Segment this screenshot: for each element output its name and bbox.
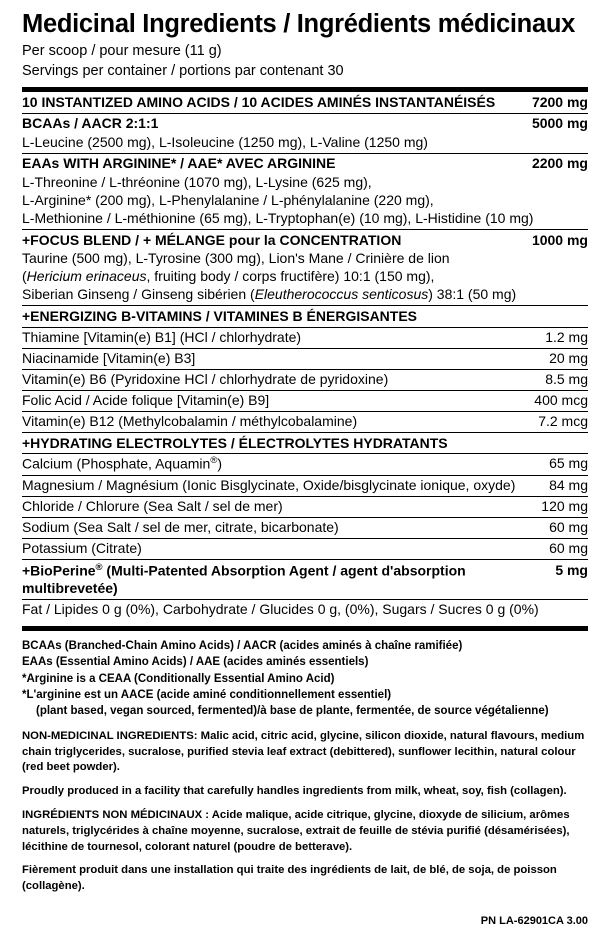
table-row	[22, 328, 588, 349]
ingredient-amount: 5 mg	[532, 559, 588, 599]
ingredient-amount: 8.5 mg	[532, 369, 588, 390]
table-row	[22, 390, 588, 411]
ingredient-name: Chloride / Chlorure (Sea Salt / sel de mer)	[22, 496, 532, 517]
ingredient-name: Folic Acid / Acide folique [Vitamin(e) B9]	[22, 390, 532, 411]
table-row	[22, 411, 588, 432]
abbreviation-line: EAAs (Essential Amino Acids) / AAE (acides aminés essentiels)	[22, 656, 369, 669]
table-row	[22, 538, 588, 559]
ingredient-amount: 7.2 mcg	[532, 411, 588, 432]
ingredient-amount: 120 mg	[532, 496, 588, 517]
ingredient-amount: 2200 mg	[532, 153, 588, 173]
allergen-statement-fr: Fièrement produit dans une installation qui traite des ingrédients de lait, de blé, de soja, de poisson (collagène).	[22, 864, 557, 893]
ingredients-table	[22, 92, 588, 620]
table-row	[22, 369, 588, 390]
ingredient-amount: 60 mg	[532, 538, 588, 559]
part-number: PN LA-62901CA 3.00	[480, 915, 588, 927]
table-row	[22, 174, 588, 229]
ingredient-detail-line: L-Threonine / L-thréonine (1070 mg), L-Lysine (625 mg),	[22, 173, 372, 190]
abbreviation-indent-text: (plant based, vegan sourced, fermented)/à base de plante, fermentée, de source végétalienne)	[36, 705, 549, 718]
ingredient-amount: 7200 mg	[531, 94, 588, 111]
ingredient-amount: 60 mg	[532, 517, 588, 538]
table-row	[22, 250, 588, 305]
abbreviation-line: *L'arginine est un AACE (acide aminé conditionnellement essentiel)	[22, 689, 392, 702]
table-row	[22, 114, 588, 134]
ingredient-name: Calcium (Phosphate, Aquamin®)	[22, 454, 532, 476]
ingredient-amount: 5000 mg	[532, 114, 588, 134]
table-row	[22, 454, 588, 476]
ingredient-name: +HYDRATING ELECTROLYTES / ÉLECTROLYTES HYDRATANTS	[22, 432, 532, 454]
table-row	[22, 517, 588, 538]
ingredient-detail-line: Taurine (500 mg), L-Tyrosine (300 mg), Lion's Mane / Crinière de lion	[22, 250, 450, 267]
ingredient-amount: 1.2 mg	[532, 328, 588, 349]
macronutrients: Fat / Lipides 0 g (0%), Carbohydrate / Glucides 0 g, (0%), Sugars / Sucres 0 g (0%)	[22, 600, 588, 620]
table-row	[22, 229, 588, 250]
ingredient-name: BCAAs / AACR 2:1:1	[22, 114, 532, 134]
table-row	[22, 153, 588, 173]
table-row	[22, 496, 588, 517]
ingredient-amount: 20 mg	[532, 348, 588, 369]
ingredient-detail: L-Leucine (2500 mg), L-Isoleucine (1250 mg), L-Valine (1250 mg)	[22, 133, 428, 150]
allergen-statement-en: Proudly produced in a facility that carefully handles ingredients from milk, wheat, soy, fish (collagen).	[22, 785, 567, 798]
ingredient-name: Niacinamide [Vitamin(e) B3]	[22, 348, 532, 369]
ingredient-name: Vitamin(e) B6 (Pyridoxine HCl / chlorhydrate de pyridoxine)	[22, 369, 532, 390]
ingredient-detail-line: L-Arginine* (200 mg), L-Phenylalanine / L-phénylalanine (220 mg),	[22, 191, 434, 208]
ingredient-amount: 400 mcg	[532, 390, 588, 411]
ingredient-amount	[532, 306, 588, 328]
ingredient-name: Potassium (Citrate)	[22, 538, 532, 559]
non-medicinal-ingredients-fr: INGRÉDIENTS NON MÉDICINAUX : Acide malique, acide citrique, glycine, dioxyde de silicium, arômes naturels, triglycérides à chaîne moyenne, sucralose, extrait de feuille de stévia purifié (désamérisées), lécithine de tournesol, colorant naturel (poudre de betterave).	[22, 808, 570, 853]
table-row	[22, 432, 588, 454]
servings-per-container: Servings per container / portions par contenant 30	[22, 62, 344, 79]
ingredient-detail-line: Siberian Ginseng / Ginseng sibérien (Eleutherococcus senticosus) 38:1 (50 mg)	[22, 286, 517, 303]
ingredient-name: 10 INSTANTIZED AMINO ACIDS / 10 ACIDES AMINÉS INSTANTANÉISÉS	[22, 94, 496, 111]
abbreviation-line: BCAAs (Branched-Chain Amino Acids) / AACR (acides aminés à chaîne ramifiée)	[22, 640, 463, 653]
table-row	[22, 600, 588, 620]
serving-size: Per scoop / pour mesure (11 g)	[22, 43, 222, 60]
table-row	[22, 476, 588, 497]
ingredient-detail-line: L-Methionine / L-méthionine (65 mg), L-Tryptophan(e) (10 mg), L-Histidine (10 mg)	[22, 209, 534, 226]
table-row	[22, 348, 588, 369]
divider-thick-bottom	[22, 626, 588, 631]
ingredient-name: Vitamin(e) B12 (Methylcobalamin / méthylcobalamine)	[22, 411, 532, 432]
abbreviations-block	[22, 638, 588, 720]
ingredient-name: +FOCUS BLEND / + MÉLANGE pour la CONCENTRATION	[22, 229, 532, 250]
ingredient-name: Thiamine [Vitamin(e) B1] (HCl / chlorhydrate)	[22, 328, 532, 349]
table-row	[22, 306, 588, 328]
non-medicinal-ingredients-en: NON-MEDICINAL INGREDIENTS: Malic acid, citric acid, glycine, silicon dioxide, natural flavours, medium chain triglycerides, sucralose, purified stevia leaf extract (debittered), sunflower lecithin, natural colour (red beet powder).	[22, 729, 585, 774]
table-row	[22, 92, 588, 113]
ingredient-amount: 65 mg	[532, 454, 588, 476]
ingredient-name: Sodium (Sea Salt / sel de mer, citrate, bicarbonate)	[22, 517, 532, 538]
ingredient-amount: 1000 mg	[532, 229, 588, 250]
page-title: Medicinal Ingredients / Ingrédients médicinaux	[22, 10, 575, 38]
table-row	[22, 134, 588, 153]
abbreviation-line: *Arginine is a CEAA (Conditionally Essential Amino Acid)	[22, 672, 335, 685]
ingredient-name: +ENERGIZING B-VITAMINS / VITAMINES B ÉNERGISANTES	[22, 306, 532, 328]
table-row	[22, 559, 588, 599]
notes-block	[22, 729, 588, 895]
ingredient-detail-line: (Hericium erinaceus, fruiting body / corps fructifère) 10:1 (150 mg),	[22, 268, 435, 285]
ingredient-amount: 84 mg	[532, 476, 588, 497]
ingredient-name: +BioPerine® (Multi-Patented Absorption Agent / agent d'absorption multibrevetée)	[22, 559, 532, 599]
abbreviation-line-indented	[22, 703, 588, 719]
ingredient-name: EAAs WITH ARGININE* / AAE* AVEC ARGININE	[22, 153, 532, 173]
ingredient-amount	[532, 432, 588, 454]
ingredient-name: Magnesium / Magnésium (Ionic Bisglycinate, Oxide/bisglycinate ionique, oxyde)	[22, 476, 532, 497]
